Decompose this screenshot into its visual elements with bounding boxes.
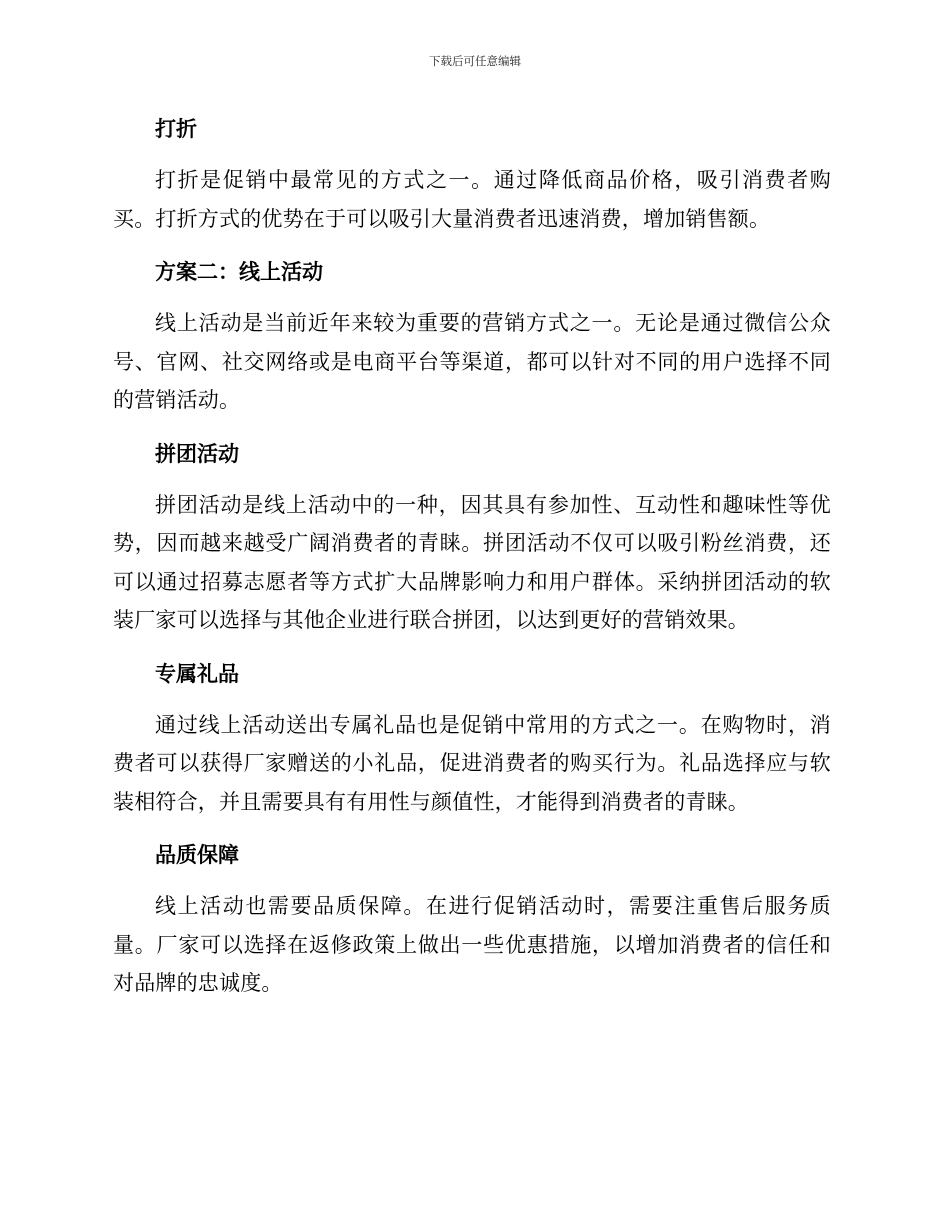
section-heading: 专属礼品 (155, 661, 239, 686)
section-paragraph: 线上活动是当前近年来较为重要的营销方式之一。无论是通过微信公众号、官网、社交网络或是电商平台等渠道，都可以针对不同的用户选择不同的营销活动。 (113, 311, 831, 412)
section-heading: 打折 (155, 117, 197, 141)
document-body (113, 111, 831, 1019)
section-heading: 品质保障 (155, 843, 239, 867)
section-paragraph: 打折是促销中最常见的方式之一。通过降低商品价格，吸引消费者购买。打折方式的优势在于可以吸引大量消费者迅速消费，增加销售额。 (113, 168, 831, 231)
section-heading: 方案二：线上活动 (155, 260, 323, 284)
section-paragraph: 线上活动也需要品质保障。在进行促销活动时，需要注重售后服务质量。厂家可以选择在返修政策上做出一些优惠措施，以增加消费者的信任和对品牌的忠诚度。 (113, 894, 831, 995)
section-paragraph: 通过线上活动送出专属礼品也是促销中常用的方式之一。在购物时，消费者可以获得厂家赠送的小礼品，促进消费者的购买行为。礼品选择应与软装相符合，并且需要具有有用性与颜值性，才能得到消费者的青睐。 (113, 712, 831, 814)
section-heading: 拼团活动 (155, 441, 239, 466)
page-header-note: 下载后可任意编辑 (429, 54, 521, 68)
section-paragraph: 拼团活动是线上活动中的一种，因其具有参加性、互动性和趣味性等优势，因而越来越受广阔消费者的青睐。拼团活动不仅可以吸引粉丝消费，还可以通过招募志愿者等方式扩大品牌影响力和用户群体。采纳拼团活动的软装厂家可以选择与其他企业进行联合拼团，以达到更好的营销效果。 (113, 492, 831, 632)
